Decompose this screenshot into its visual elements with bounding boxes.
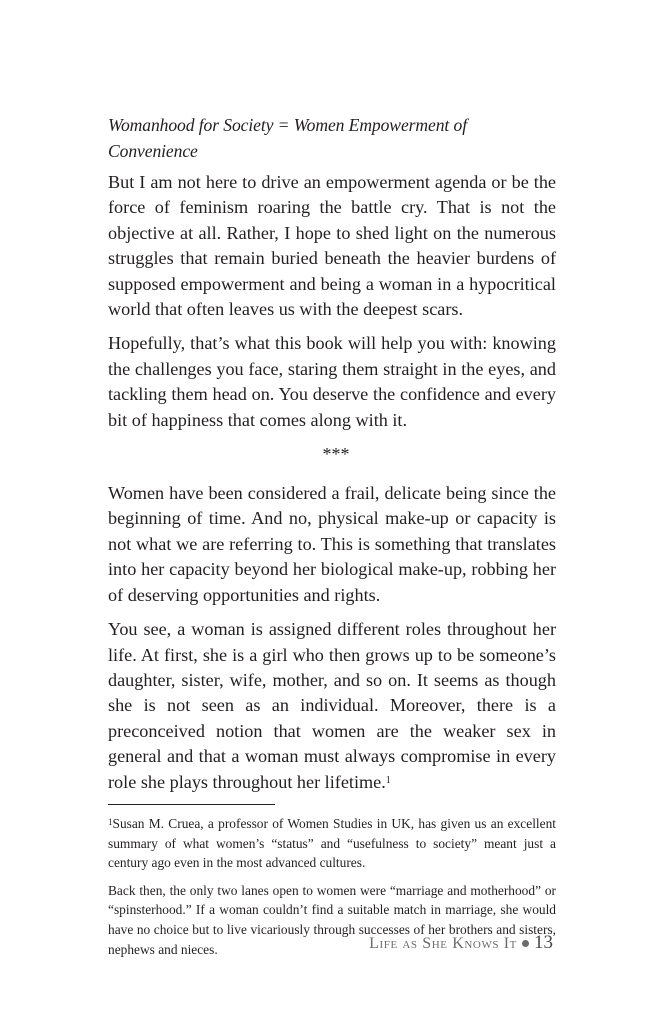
footnote-paragraph-1	[108, 814, 556, 873]
body-paragraph-4-text: You see, a woman is assigned different roles throughout her life. At first, she is a girl who then grows up to be someone’s daughter, sister, wife, mother, and so on. It seems as though she is not seen as an individual. Moreover, there is a preconceived notion that women are the weaker sex in general and that a woman must always compromise in every role she plays throughout her lifetime.	[108, 619, 556, 792]
body-paragraph-1: But I am not here to drive an empowerment agenda or be the force of feminism roaring the battle cry. That is not the objective at all. Rather, I hope to shed light on the numerous struggles that remain buried beneath the heavier burdens of supposed empowerment and being a woman in a hypocritical world that often leaves us with the deepest scars.	[108, 172, 556, 320]
footnote-text-1: Susan M. Cruea, a professor of Women Studies in UK, has given us an excellent summary of what women’s “status” and “usefulness to society” meant just a century ago even in the most advanced cultures.	[108, 815, 556, 871]
book-page	[108, 112, 556, 967]
body-paragraph-3: Women have been considered a frail, delicate being since the beginning of time. And no, physical make-up or capacity is not what we are referring to. This is something that translates into her capacity beyond her biological make-up, robbing her of deserving opportunities and rights.	[108, 483, 556, 605]
running-title: Life as She Knows It	[369, 935, 517, 952]
page-footer	[369, 931, 553, 956]
footnote-paragraph-2: Back then, the only two lanes open to women were “marriage and motherhood” or “spinsterhood.” If a woman couldn’t find a suitable match in marriage, she would have no choice but to live vicariously through successes of her brothers and sisters, nephews and nieces.	[108, 882, 556, 957]
body-paragraph-2: Hopefully, that’s what this book will help you with: knowing the challenges you face, staring them straight in the eyes, and tackling them head on. You deserve the confidence and every bit of happiness that comes along with it.	[108, 333, 556, 430]
footnote-divider	[108, 804, 275, 805]
section-heading: Womanhood for Society = Women Empowerment of Convenience	[108, 115, 467, 161]
footnote-marker: 1	[108, 816, 113, 827]
page-number: 13	[534, 932, 553, 953]
body-paragraph-4	[108, 617, 556, 795]
footnote-reference: 1	[385, 774, 391, 786]
scene-break: ***	[322, 444, 350, 465]
bullet-separator-icon	[522, 940, 529, 947]
